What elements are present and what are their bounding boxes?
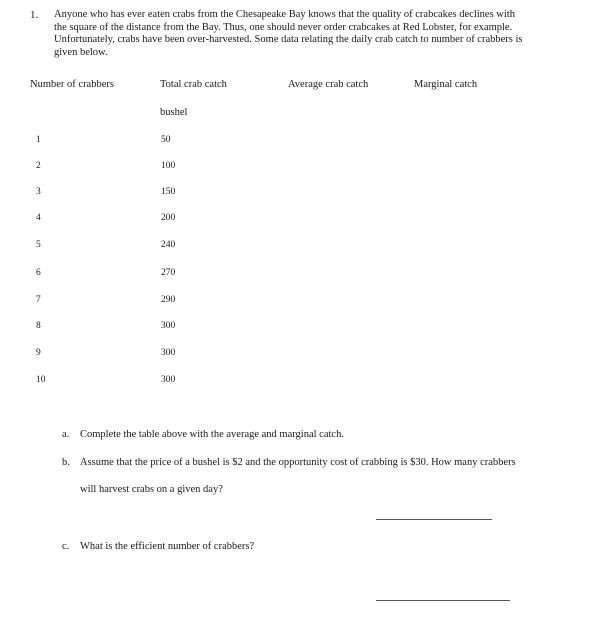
crabbers-cell: 6 (36, 268, 41, 278)
question-text (54, 9, 584, 59)
total-catch-cell: 100 (161, 161, 176, 171)
total-catch-cell: 270 (161, 268, 176, 278)
part-b-text-line2: will harvest crabs on a given day? (80, 484, 223, 495)
question-line: the square of the distance from the Bay. Thus, one should never order crabcakes at Red Lobster, for example. (54, 21, 513, 33)
part-c-text: What is the efficient number of crabbers? (80, 541, 255, 552)
total-catch-cell: 240 (161, 240, 176, 250)
header-number-of-crabbers: Number of crabbers (30, 79, 114, 90)
crabbers-cell: 4 (36, 213, 41, 223)
question-line: Anyone who has ever eaten crabs from the Chesapeake Bay knows that the quality of crabcakes declines with (54, 9, 515, 20)
header-total-crab-catch: Total crab catch (160, 79, 227, 90)
part-c-answer-line[interactable] (376, 600, 510, 601)
part-b-label: b. (62, 457, 70, 468)
header-average-crab-catch: Average crab catch (288, 79, 369, 90)
total-catch-cell: 300 (161, 348, 176, 358)
total-catch-cell: 300 (161, 375, 176, 385)
crabbers-cell: 8 (36, 321, 41, 331)
part-b-answer-line[interactable] (376, 519, 492, 520)
total-catch-cell: 290 (161, 295, 176, 305)
part-c-label: c. (62, 541, 70, 552)
question-number: 1. (30, 9, 39, 21)
crabbers-cell: 7 (36, 295, 41, 305)
question-line: given below. (54, 46, 108, 58)
crabbers-cell: 2 (36, 161, 41, 171)
total-catch-cell: 300 (161, 321, 176, 331)
part-a-label: a. (62, 429, 70, 440)
total-catch-cell: 50 (161, 135, 171, 145)
part-b-text-line1: Assume that the price of a bushel is $2 and the opportunity cost of crabbing is $30. How many crabbers (80, 457, 516, 468)
header-marginal-catch: Marginal catch (414, 79, 478, 90)
part-a-text: Complete the table above with the average and marginal catch. (80, 429, 344, 440)
question-line: Unfortunately, crabs have been over-harvested. Some data relating the daily crab catch to number of crabbers is (54, 34, 523, 45)
crabbers-cell: 1 (36, 135, 41, 145)
crabbers-cell: 3 (36, 187, 41, 197)
crabbers-cell: 10 (36, 375, 46, 385)
total-catch-cell: 150 (161, 187, 176, 197)
crabbers-cell: 9 (36, 348, 41, 358)
crabbers-cell: 5 (36, 240, 41, 250)
unit-label: bushel (160, 107, 188, 118)
total-catch-cell: 200 (161, 213, 176, 223)
